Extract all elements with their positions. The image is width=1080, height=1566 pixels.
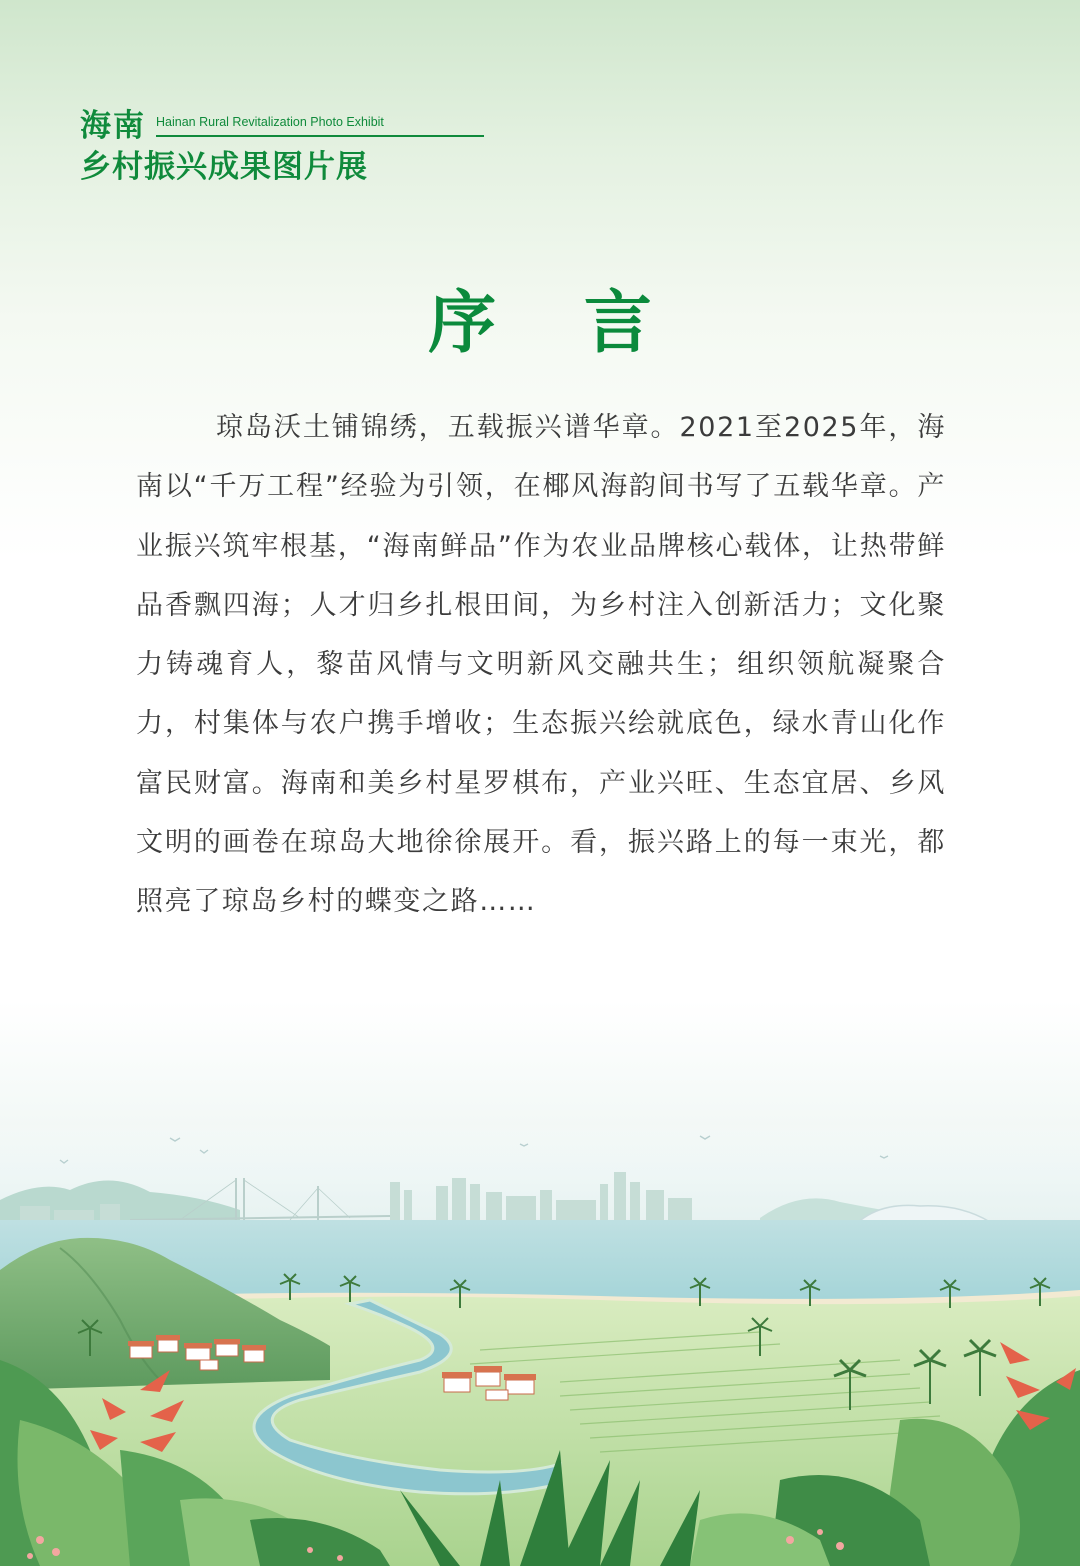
- logo-divider: [156, 135, 484, 137]
- exhibit-logo: [80, 104, 410, 190]
- page-title: 序 言: [428, 284, 684, 363]
- logo-english-title: Hainan Rural Revitalization Photo Exhibit: [156, 115, 384, 129]
- preface-body: 琼岛沃土铺锦绣，五载振兴谱华章。2021至2025年，海南以“千万工程”经验为引领，在椰风海韵间书写了五载华章。产业振兴筑牢根基，“海南鲜品”作为农业品牌核心载体，让热带鲜品香飘四海；人才归乡扎根田间，为乡村注入创新活力；文化聚力铸魂育人，黎苗风情与文明新风交融共生；组织领航凝聚合力，村集体与农户携手增收；生态振兴绘就底色，绿水青山化作富民财富。海南和美乡村星罗棋布，产业兴旺、生态宜居、乡风文明的画卷在琼岛大地徐徐展开。看，振兴路上的每一束光，都照亮了琼岛乡村的蝶变之路……: [136, 412, 946, 918]
- logo-subtitle: 乡村振兴成果图片展: [80, 149, 368, 185]
- landscape-illustration: [0, 1120, 1080, 1566]
- logo-hainan: 海南: [80, 108, 146, 144]
